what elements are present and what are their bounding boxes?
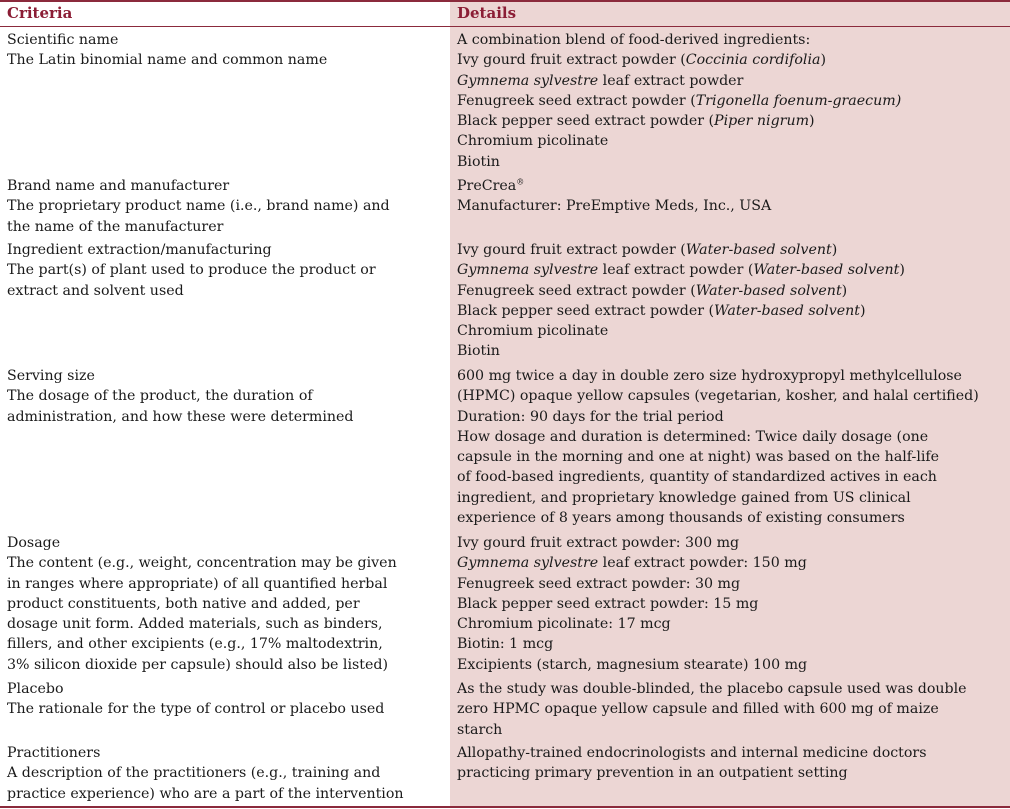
text-segment: practicing primary prevention in an outpatient setting bbox=[457, 765, 848, 782]
text-segment: A combination blend of food-derived ingredients: bbox=[457, 32, 811, 48]
details-line bbox=[457, 407, 1005, 427]
details-cell bbox=[457, 30, 1005, 172]
text-segment: leaf extract powder bbox=[598, 72, 744, 89]
criteria-title: Serving size bbox=[7, 368, 95, 384]
details-cell bbox=[457, 743, 1005, 784]
criteria-cell bbox=[7, 533, 437, 675]
criteria-title: Practitioners bbox=[7, 745, 101, 761]
italic-text: Trigonella foenum-graecum) bbox=[695, 92, 902, 109]
criteria-description-line: The part(s) of plant used to produce the product or bbox=[7, 262, 376, 279]
details-cell bbox=[457, 679, 1005, 740]
details-line bbox=[457, 679, 1005, 699]
text-segment: starch bbox=[457, 721, 503, 738]
details-line bbox=[457, 720, 1005, 740]
text-segment: ) bbox=[809, 113, 815, 130]
criteria-cell bbox=[7, 176, 437, 237]
text-segment: (HPMC) opaque yellow capsules (vegetarian, kosher, and halal certified) bbox=[457, 388, 979, 405]
criteria-description-line: The proprietary product name (i.e., brand name) and bbox=[7, 198, 390, 215]
text-segment: ) bbox=[831, 242, 838, 258]
criteria-description-line: The dosage of the product, the duration of bbox=[7, 388, 313, 405]
text-segment: Excipients (starch, magnesium stearate) 100 mg bbox=[457, 656, 808, 673]
registered-mark: ® bbox=[516, 177, 525, 187]
text-segment: Biotin bbox=[457, 343, 500, 360]
details-line bbox=[457, 655, 1005, 675]
italic-text: Water-based solvent bbox=[753, 262, 900, 279]
criteria-cell bbox=[7, 679, 437, 720]
criteria-description-line: The content (e.g., weight, concentration may be given bbox=[7, 555, 397, 572]
text-segment: Duration: 90 days for the trial period bbox=[457, 408, 724, 425]
text-segment: Fenugreek seed extract powder ( bbox=[457, 92, 696, 109]
criteria-title: Dosage bbox=[7, 535, 61, 551]
criteria-cell bbox=[7, 743, 437, 804]
header-criteria: Criteria bbox=[7, 4, 73, 22]
details-line bbox=[457, 467, 1005, 487]
details-cell bbox=[457, 366, 1005, 528]
text-segment: Black pepper seed extract powder ( bbox=[457, 113, 715, 130]
text-segment: capsule in the morning and one at night) was based on the half-life bbox=[457, 449, 940, 466]
details-cell bbox=[457, 240, 1005, 362]
details-line bbox=[457, 281, 1005, 301]
text-segment: Chromium picolinate bbox=[457, 133, 609, 150]
details-line bbox=[457, 260, 1005, 280]
details-line bbox=[457, 176, 1005, 196]
text-segment: Biotin bbox=[457, 153, 500, 170]
header-details: Details bbox=[457, 4, 517, 22]
text-segment: Allopathy-trained endocrinologists and internal medicine doctors bbox=[457, 745, 927, 761]
text-segment: Biotin: 1 mcg bbox=[457, 636, 554, 653]
text-segment: Fenugreek seed extract powder: 30 mg bbox=[457, 575, 741, 592]
text-segment: Fenugreek seed extract powder ( bbox=[457, 282, 696, 299]
details-line bbox=[457, 341, 1005, 361]
criteria-description-line: administration, and how these were determined bbox=[7, 408, 354, 425]
italic-text: Gymnema sylvestre bbox=[457, 72, 599, 89]
details-line bbox=[457, 763, 1005, 783]
text-segment: Black pepper seed extract powder ( bbox=[457, 302, 715, 319]
text-segment: ) bbox=[899, 262, 905, 279]
criteria-cell bbox=[7, 240, 437, 301]
italic-text: Coccinia cordifolia bbox=[685, 52, 821, 69]
text-segment: PreCrea bbox=[457, 178, 517, 194]
text-segment: ) bbox=[841, 282, 848, 299]
details-line bbox=[457, 553, 1005, 573]
text-segment: As the study was double-blinded, the placebo capsule used was double bbox=[457, 681, 967, 697]
details-line bbox=[457, 91, 1005, 111]
details-line bbox=[457, 366, 1005, 386]
details-line bbox=[457, 743, 1005, 763]
criteria-description-line: The Latin binomial name and common name bbox=[7, 52, 328, 69]
italic-text: Piper nigrum bbox=[714, 113, 810, 130]
criteria-title: Brand name and manufacturer bbox=[7, 178, 230, 194]
text-segment: Chromium picolinate bbox=[457, 323, 609, 340]
details-line bbox=[457, 447, 1005, 467]
details-line bbox=[457, 699, 1005, 719]
text-segment: 600 mg twice a day in double zero size hydroxypropyl methylcellulose bbox=[457, 368, 962, 384]
criteria-title: Scientific name bbox=[7, 32, 119, 48]
details-line bbox=[457, 594, 1005, 614]
criteria-description-line: the name of the manufacturer bbox=[7, 218, 224, 235]
details-line bbox=[457, 574, 1005, 594]
text-segment: ) bbox=[820, 52, 827, 69]
criteria-cell bbox=[7, 30, 437, 71]
details-line bbox=[457, 533, 1005, 553]
table-top-rule bbox=[0, 0, 1010, 2]
criteria-description-line: fillers, and other excipients (e.g., 17% maltodextrin, bbox=[7, 636, 383, 653]
criteria-description-line: extract and solvent used bbox=[7, 282, 184, 299]
details-line bbox=[457, 488, 1005, 508]
text-segment: leaf extract powder: 150 mg bbox=[598, 555, 807, 572]
details-line bbox=[457, 30, 1005, 50]
criteria-description-line: in ranges where appropriate) of all quantified herbal bbox=[7, 575, 388, 592]
text-segment: Ivy gourd fruit extract powder ( bbox=[457, 52, 686, 69]
details-line bbox=[457, 508, 1005, 528]
text-segment: How dosage and duration is determined: Twice daily dosage (one bbox=[457, 428, 929, 445]
text-segment: experience of 8 years among thousands of existing consumers bbox=[457, 510, 905, 527]
details-line bbox=[457, 111, 1005, 131]
text-segment: Ivy gourd fruit extract powder: 300 mg bbox=[457, 535, 740, 551]
criteria-description-line: 3% silicon dioxide per capsule) should also be listed) bbox=[7, 656, 388, 673]
criteria-title: Placebo bbox=[7, 681, 64, 697]
text-segment: leaf extract powder ( bbox=[598, 262, 754, 279]
text-segment: ) bbox=[859, 302, 866, 319]
details-line bbox=[457, 634, 1005, 654]
criteria-description-line: The rationale for the type of control or placebo used bbox=[7, 701, 385, 718]
text-segment: of food-based ingredients, quantity of standardized actives in each bbox=[457, 469, 937, 486]
criteria-description-line: dosage unit form. Added materials, such as binders, bbox=[7, 616, 383, 633]
italic-text: Water-based solvent bbox=[695, 282, 842, 299]
header-rule bbox=[0, 26, 1010, 27]
details-line bbox=[457, 196, 1005, 216]
details-line bbox=[457, 50, 1005, 70]
italic-text: Water-based solvent bbox=[714, 302, 860, 319]
details-line bbox=[457, 321, 1005, 341]
table-bottom-rule bbox=[0, 806, 1010, 808]
criteria-cell bbox=[7, 366, 437, 427]
text-segment: Black pepper seed extract powder: 15 mg bbox=[457, 595, 759, 612]
italic-text: Gymnema sylvestre bbox=[457, 262, 599, 279]
details-line bbox=[457, 71, 1005, 91]
text-segment: Ivy gourd fruit extract powder ( bbox=[457, 242, 686, 258]
text-segment: Manufacturer: PreEmptive Meds, Inc., USA bbox=[457, 198, 772, 215]
italic-text: Gymnema sylvestre bbox=[457, 555, 599, 572]
details-line bbox=[457, 131, 1005, 151]
details-line bbox=[457, 152, 1005, 172]
criteria-description-line: product constituents, both native and added, per bbox=[7, 595, 360, 612]
criteria-title: Ingredient extraction/manufacturing bbox=[7, 242, 272, 258]
text-segment: ingredient, and proprietary knowledge gained from US clinical bbox=[457, 489, 911, 506]
details-cell bbox=[457, 176, 1005, 217]
details-line bbox=[457, 301, 1005, 321]
text-segment: zero HPMC opaque yellow capsule and filled with 600 mg of maize bbox=[457, 701, 939, 718]
details-cell bbox=[457, 533, 1005, 675]
details-line bbox=[457, 240, 1005, 260]
italic-text: Water-based solvent bbox=[685, 242, 832, 258]
text-segment: Chromium picolinate: 17 mcg bbox=[457, 616, 671, 633]
details-line bbox=[457, 386, 1005, 406]
details-line bbox=[457, 427, 1005, 447]
criteria-description-line: practice experience) who are a part of the intervention bbox=[7, 785, 404, 802]
criteria-description-line: A description of the practitioners (e.g., training and bbox=[7, 765, 381, 782]
details-line bbox=[457, 614, 1005, 634]
